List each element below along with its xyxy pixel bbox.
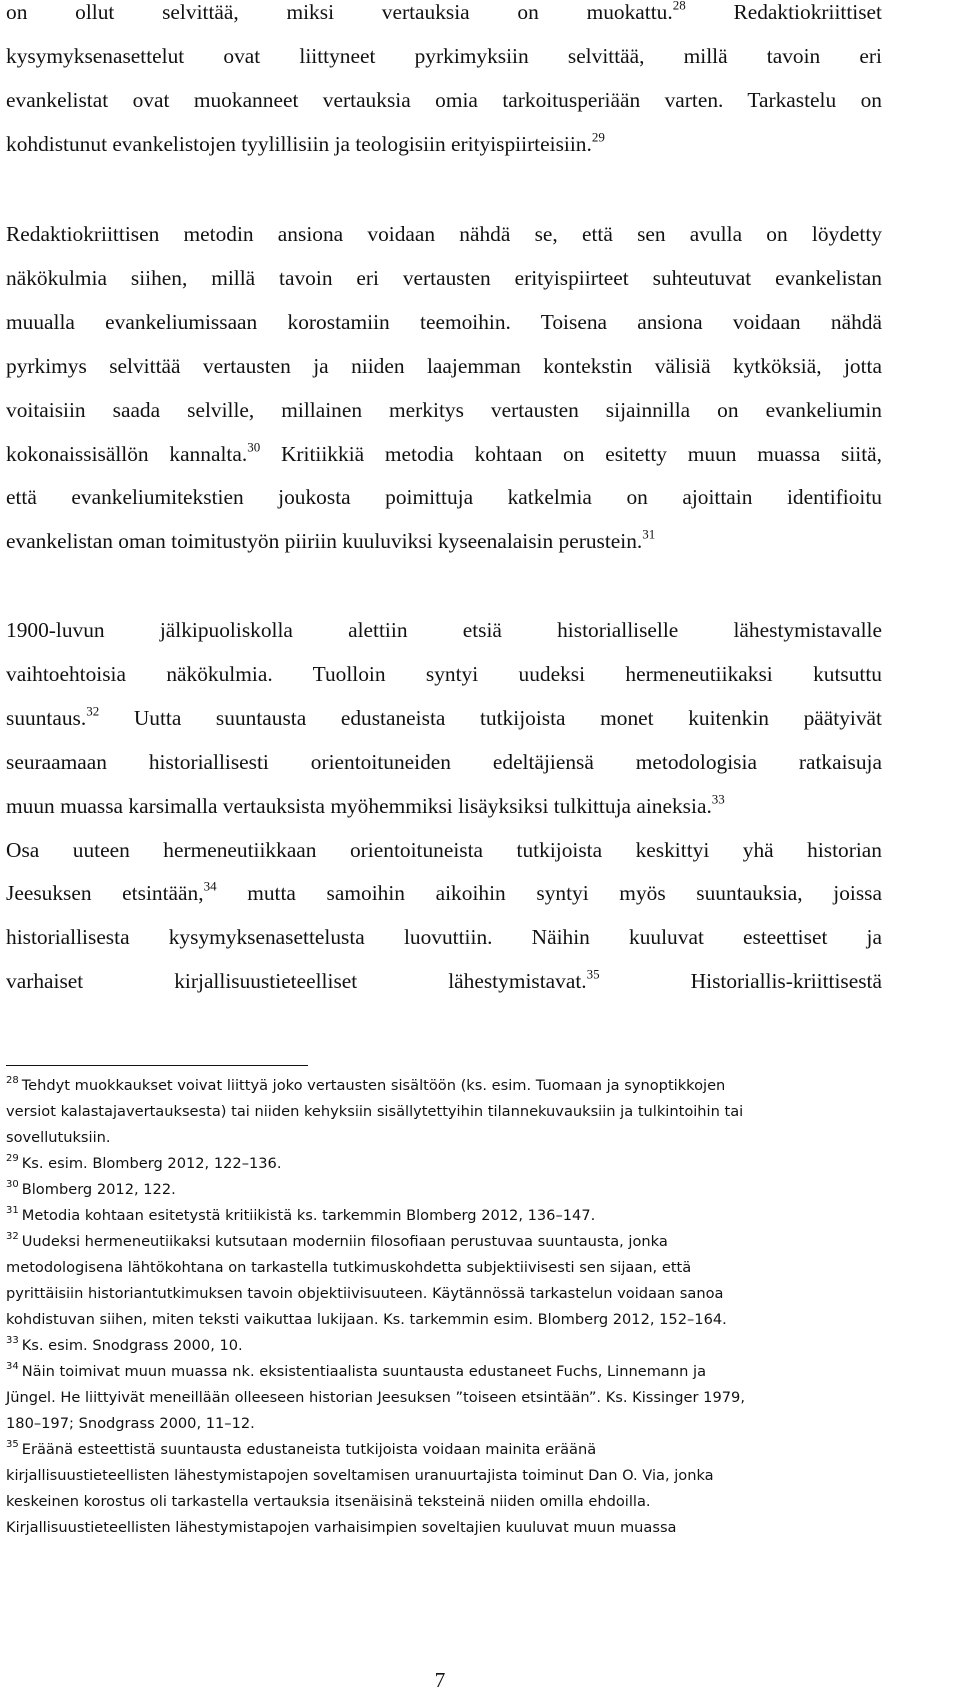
text-line: muualla evankeliumissaan korostamiin teemoihin. Toisena ansiona voidaan nähdä <box>6 309 882 334</box>
footnote-ref: 32 <box>86 703 100 719</box>
footnote-ref: 35 <box>586 966 600 982</box>
text-line: Jeesuksen etsintään,$^{34}$ mutta samoihin aikoihin syntyi myös suuntauksia, joissa <box>6 879 883 906</box>
footnote-31: $^{31}$ Metodia kohtaan esitetystä kritiikistä ks. tarkemmin Blomberg 2012, 136–147. <box>6 1204 596 1224</box>
paragraph-1 <box>6 0 882 167</box>
text-line: on ollut selvittää, miksi vertauksia on muokattu.$^{28}$ Redaktiokriittiset <box>6 0 882 35</box>
text-line: kysymyksenasettelut ovat liittyneet pyrkimyksiin selvittää, millä tavoin eri <box>6 43 882 68</box>
footnote-number: 35 <box>6 1438 19 1450</box>
text-line: voitaisiin saada selville, millainen merkitys vertausten sijainnilla on evankeliumin <box>6 397 882 422</box>
paragraph-2 <box>6 213 882 564</box>
text-line: historiallisesta kysymyksenasettelusta luovuttiin. Näihin kuuluvat esteettiset ja <box>6 925 882 950</box>
text-line: evankelistan oman toimitustyön piiriin kuuluviksi kyseenalaisin perustein.$^{31}$ <box>6 526 656 554</box>
text-line: varhaiset kirjallisuustieteelliset lähestymistavat.$^{35}$ Historiallis-kriittisestä <box>6 966 882 994</box>
text-line: että evankeliumitekstien joukosta poimittuja katkelmia on ajoittain identifioitu <box>6 485 882 510</box>
footnote-number: 29 <box>6 1152 19 1164</box>
footnotes <box>6 1073 882 1541</box>
footnote-32: $^{32}$ Uudeksi hermeneutiikaksi kutsutaan moderniin filosofiaan perustuvaa suuntausta, jonka metodologisena lähtökohtana on tarkastella tutkimuskohdetta subjektiivisesti sen sijaan, että pyrittäisiin historiantutkimuksen tavoin objektiivisuuteen. Käytännössä tarkastelun voidaan sanoa kohdistuvan siihen, miten teksti vaikuttaa lukijaan. Ks. tarkemmin esim. Blomberg 2012, 152–164. <box>6 1230 727 1328</box>
footnote-ref: 34 <box>203 879 217 895</box>
footnote-number: 33 <box>6 1334 19 1346</box>
footnote-number: 28 <box>6 1074 19 1086</box>
text-line: Redaktiokriittisen metodin ansiona voidaan nähdä se, että sen avulla on löydetty <box>6 222 882 246</box>
page-number: 7 <box>434 1668 446 1692</box>
footnote-34: $^{34}$ Näin toimivat muun muassa nk. eksistentiaalista suuntausta edustaneet Fuchs, Linnemann ja Jüngel. He liittyivät meneillään olleeseen historian Jeesuksen ”toiseen etsintään”. Ks. Kissinger 1979, 180–197; Snodgrass 2000, 11–12. <box>6 1360 745 1432</box>
text-line: näkökulmia siihen, millä tavoin eri vertausten erityispiirteet suhteutuvat evankelistan <box>6 265 882 290</box>
footnote-ref: 31 <box>642 526 656 542</box>
paragraph-3 <box>6 609 882 1004</box>
text-line: kohdistunut evankelistojen tyylillisiin ja teologisiin erityispiirteisiin.$^{29}$ <box>6 129 605 156</box>
footnote-number: 32 <box>6 1230 19 1242</box>
footnote-ref: 30 <box>247 439 261 455</box>
footnote-number: 31 <box>6 1204 19 1216</box>
footnote-29: $^{29}$ Ks. esim. Blomberg 2012, 122–136. <box>6 1152 282 1172</box>
text-line: kokonaissisällön kannalta.$^{30}$ Kritiikkiä metodia kohtaan on esitetty muun muassa siitä, <box>6 439 882 466</box>
text-line: pyrkimys selvittää vertausten ja niiden laajemman kontekstin välisiä kytköksiä, jotta <box>6 353 882 378</box>
text-line: evankelistat ovat muokanneet vertauksia omia tarkoitusperiään varten. Tarkastelu on <box>6 87 882 112</box>
text-line: muun muassa karsimalla vertauksista myöhemmiksi lisäyksiksi tulkittuja aineksia.$^{33}$ <box>6 791 725 818</box>
footnote-33: $^{33}$ Ks. esim. Snodgrass 2000, 10. <box>6 1334 243 1354</box>
footnote-35: $^{35}$ Eräänä esteettistä suuntausta edustaneista tutkijoista voidaan mainita eräänä kirjallisuustieteellisten lähestymistapojen soveltamisen uranuurtajista toiminut Dan O. Via, jonka keskeinen korostus oli tarkastella vertauksia itsenäisinä teksteinä niiden omilla ehdoilla. Kirjallisuustieteellisten lähestymistapojen varhaisimpien soveltajien kuuluvat muun muassa <box>6 1438 714 1536</box>
footnote-separator <box>6 1065 308 1066</box>
text-line: vaihtoehtoisia näkökulmia. Tuolloin syntyi uudeksi hermeneutiikaksi kutsuttu <box>6 661 882 686</box>
footnote-ref: 33 <box>711 791 725 807</box>
footnote-number: 34 <box>6 1360 19 1372</box>
footnote-number: 30 <box>6 1178 19 1190</box>
text-line: 1900-luvun jälkipuoliskolla alettiin etsiä historialliselle lähestymistavalle <box>6 618 882 642</box>
text-line: suuntaus.$^{32}$ Uutta suuntausta edustaneista tutkijoista monet kuitenkin päätyivät <box>6 703 882 730</box>
footnote-30: $^{30}$ Blomberg 2012, 122. <box>6 1178 176 1198</box>
text-line: seuraamaan historiallisesti orientoituneiden edeltäjiensä metodologisia ratkaisuja <box>6 749 882 774</box>
footnote-28: $^{28}$ Tehdyt muokkaukset voivat liittyä joko vertausten sisältöön (ks. esim. Tuomaan ja synoptikkojen versiot kalastajavertauksesta) tai niiden kehyksiin sisällytettyihin tilannekuvauksiin ja tulkintoihin tai sovellutuksiin. <box>6 1074 744 1146</box>
text-line: Osa uuteen hermeneutiikkaan orientoituneista tutkijoista keskittyi yhä historian <box>6 837 882 862</box>
footnote-ref: 28 <box>672 0 686 13</box>
footnote-ref: 29 <box>591 129 605 145</box>
